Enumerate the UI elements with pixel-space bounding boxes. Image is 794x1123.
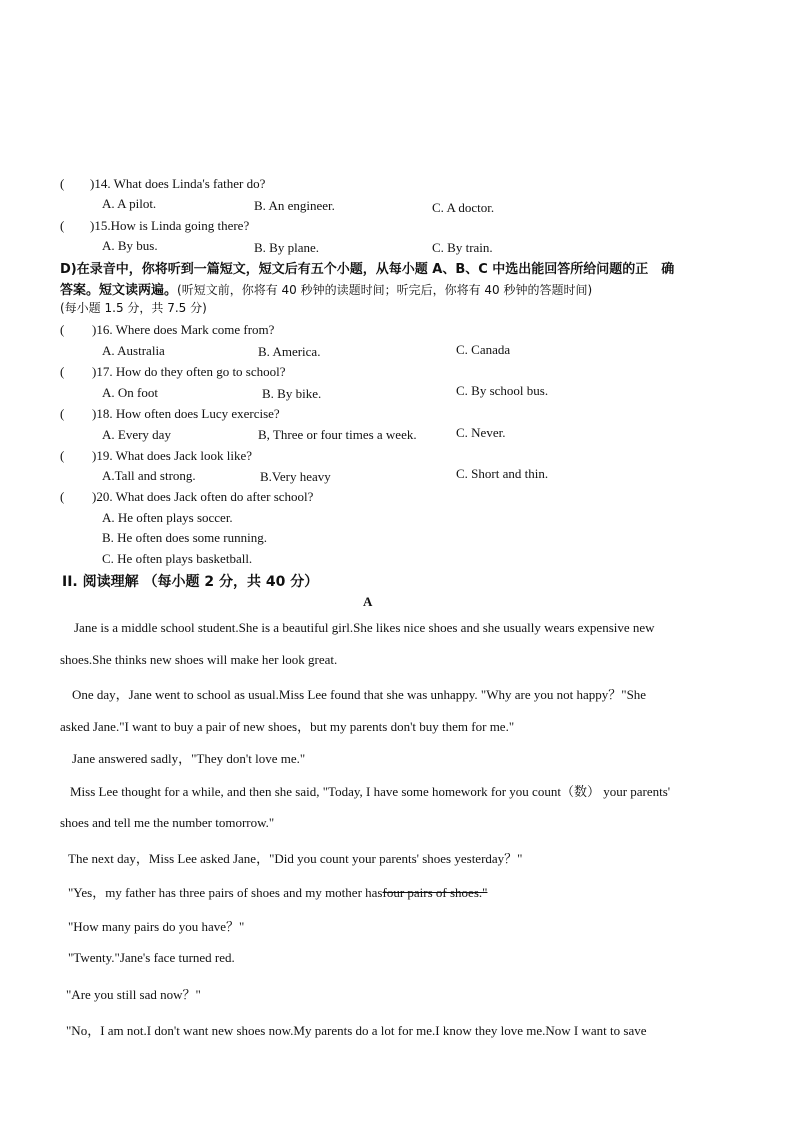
passage-line: "How many pairs do you have？" (68, 919, 245, 934)
option-c: C. He often plays basketball. (102, 551, 253, 566)
passage-line-struck: four pairs of shoes." (382, 885, 488, 900)
question-text: )17. How do they often go to school? (92, 364, 286, 379)
option-a: A. Australia (102, 343, 165, 358)
answer-blank-paren[interactable]: ( (60, 448, 65, 463)
option-c: C. A doctor. (432, 200, 495, 215)
option-a: A. On foot (102, 385, 158, 400)
passage-line: The next day，Miss Lee asked Jane，"Did you count your parents' shoes yesterday？" (68, 851, 523, 866)
option-b: B. America. (258, 344, 321, 359)
answer-blank-paren[interactable]: ( (60, 218, 65, 233)
passage-line: "Yes，my father has three pairs of shoes and my mother has (68, 885, 383, 900)
option-a: A.Tall and strong. (102, 468, 196, 483)
passage-line: "No，I am not.I don't want new shoes now.My parents do a lot for me.I know they love me.Now I want to save (66, 1023, 647, 1038)
option-a: A. By bus. (102, 238, 158, 253)
option-b: B. By plane. (254, 240, 319, 255)
option-c: C. Canada (456, 342, 511, 357)
passage-letter: A (363, 594, 373, 609)
question-text: )16. Where does Mark come from? (92, 322, 275, 337)
option-b: B. An engineer. (254, 198, 335, 213)
option-b: B.Very heavy (260, 469, 331, 484)
option-a: A. Every day (102, 427, 171, 442)
answer-blank-paren[interactable]: ( (60, 489, 65, 504)
option-b: B. He often does some running. (102, 530, 268, 545)
passage-line: "Are you still sad now？" (66, 987, 201, 1002)
option-a: A. A pilot. (102, 196, 157, 211)
option-c: C. Never. (456, 425, 506, 440)
passage-line: asked Jane."I want to buy a pair of new shoes，but my parents don't buy them for me." (60, 719, 515, 734)
option-b: B. By bike. (262, 386, 322, 401)
answer-blank-paren[interactable]: ( (60, 364, 65, 379)
question-text: )15.How is Linda going there? (90, 218, 250, 233)
answer-blank-paren[interactable]: ( (60, 176, 65, 191)
section-d-line2-rest: (听短文前，你将有 40 秒钟的读题时间；听完后，你将有 40 秒钟的答题时间) (177, 283, 593, 297)
question-text: )14. What does Linda's father do? (90, 176, 266, 191)
option-c: C. By train. (432, 240, 493, 255)
option-a: A. He often plays soccer. (102, 510, 233, 525)
option-b: B, Three or four times a week. (258, 427, 417, 442)
section-ii-title: II. 阅读理解 （每小题 2 分，共 40 分） (62, 574, 319, 590)
answer-blank-paren[interactable]: ( (60, 322, 65, 337)
section-d-line1: D)在录音中，你将听到一篇短文，短文后有五个小题，从每小题 A、B、C 中选出能回答所给问题的正 确 (60, 262, 675, 277)
section-d-line2-bold: 答案。短文读两遍。 (60, 283, 178, 298)
passage-line: "Twenty."Jane's face turned red. (68, 950, 235, 965)
passage-line: Jane is a middle school student.She is a beautiful girl.She likes nice shoes and she usually wears expensive new (74, 620, 655, 635)
section-d-line3: (每小题 1.5 分，共 7.5 分) (60, 301, 207, 315)
option-c: C. By school bus. (456, 383, 549, 398)
passage-line: shoes.She thinks new shoes will make her look great. (60, 652, 338, 667)
passage-line: Jane answered sadly，"They don't love me." (72, 751, 306, 766)
passage-line: Miss Lee thought for a while, and then she said, "Today, I have some homework for you count（数） your parents' (70, 784, 671, 799)
passage-line: One day，Jane went to school as usual.Miss Lee found that she was unhappy. "Why are you not happy？"She (72, 687, 647, 702)
question-text: )19. What does Jack look like? (92, 448, 253, 463)
question-text: )20. What does Jack often do after school? (92, 489, 314, 504)
answer-blank-paren[interactable]: ( (60, 406, 65, 421)
passage-line: shoes and tell me the number tomorrow." (60, 815, 275, 830)
question-text: )18. How often does Lucy exercise? (92, 406, 280, 421)
option-c: C. Short and thin. (456, 466, 549, 481)
